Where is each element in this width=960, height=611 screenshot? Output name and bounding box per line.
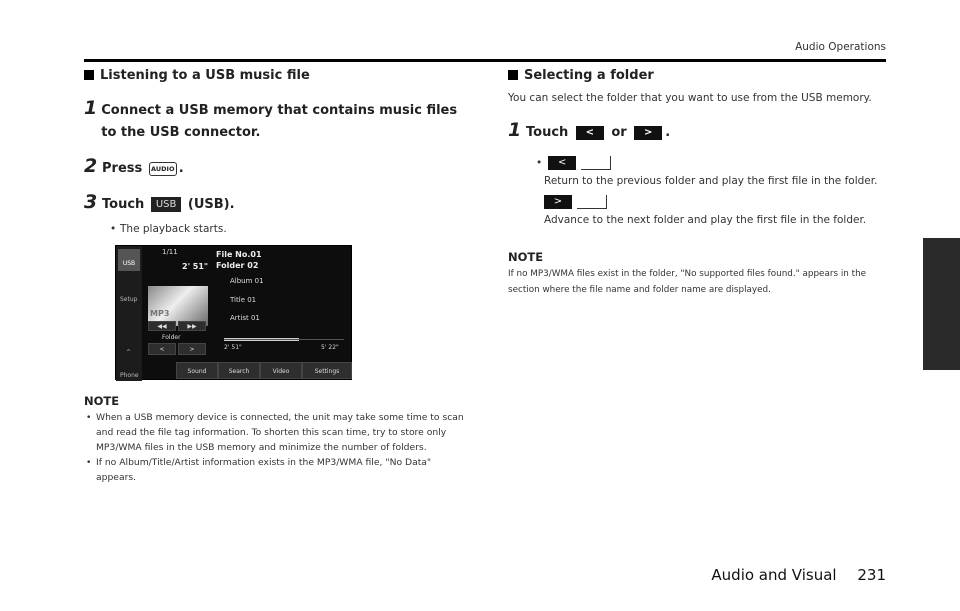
screen-progress-track (224, 339, 344, 340)
prev-folder-desc: Return to the previous folder and play the first file in the folder. (544, 175, 878, 187)
usb-button-icon: USB (151, 197, 182, 212)
intro-text: You can select the folder that you want to use from the USB memory. (508, 92, 872, 104)
note-text: If no MP3/WMA files exist in the folder, "No supported files found." appears in the section where the file name and folder name are displayed. (508, 269, 867, 295)
step-text-before: Touch (102, 197, 145, 212)
section-heading-text: Listening to a USB music file (100, 67, 310, 83)
note-item: • When a USB memory device is connected, the unit may take some time to scan and read the file tag information. To shorten this scan time, try to store only MP3/WMA files in the USB memory and minimize the number of folders. (84, 410, 474, 455)
step-text-after: . (665, 125, 671, 140)
screen-album: Album 01 (230, 277, 264, 285)
note-title: NOTE (508, 250, 544, 264)
screen-track-no: 1/11 (162, 248, 178, 256)
step-text-before: Press (102, 161, 143, 176)
step-number: 3 (84, 191, 98, 213)
screen-mp3-label: MP3 (150, 309, 170, 318)
step-2 (84, 156, 474, 180)
section-heading-folder (508, 66, 888, 84)
next-folder-desc: Advance to the next folder and play the first file in the folder. (544, 214, 867, 226)
screen-prev-folder-button: < (148, 343, 176, 355)
section-heading-text: Selecting a folder (524, 67, 654, 83)
audio-key-icon: AUDIO (149, 162, 177, 176)
prev-folder-icon: < (548, 156, 576, 170)
screen-sound-button: Sound (176, 362, 218, 379)
prev-folder-row (536, 156, 888, 170)
page-number: 231 (857, 566, 886, 584)
screen-setup-label: Setup (120, 296, 138, 303)
screen-folder-label: Folder (162, 334, 181, 341)
screen-album-art (148, 286, 208, 326)
playback-bullet: • The playback starts. (110, 222, 474, 237)
step-text (526, 120, 670, 144)
screen-time-start: 2' 51" (224, 344, 242, 351)
step-text (102, 156, 184, 180)
note-item: • If no Album/Title/Artist information exists in the MP3/WMA file, "No Data" appears. (84, 455, 474, 485)
next-folder-icon: > (634, 126, 662, 140)
next-folder-icon: > (544, 195, 572, 209)
footer-section: Audio and Visual (711, 566, 837, 584)
step-number: 2 (84, 155, 98, 177)
cursor-marker (577, 195, 607, 209)
screen-next-folder-button: > (178, 343, 206, 355)
section-heading-usb (84, 66, 474, 84)
screen-elapsed-big: 2' 51" (182, 262, 209, 271)
step-text-after: . (178, 161, 184, 176)
screen-search-button: Search (218, 362, 260, 379)
screen-file-name: File No.01 (216, 250, 262, 259)
screen-artist: Artist 01 (230, 314, 260, 322)
screen-settings-button: Settings (302, 362, 352, 379)
screen-rew-button: ◀◀ (148, 321, 176, 331)
step-number: 1 (84, 97, 98, 119)
step-text-before: Touch (526, 125, 569, 140)
screen-ff-button: ▶▶ (178, 321, 206, 331)
step-number: 1 (508, 119, 522, 141)
step-text (102, 192, 235, 216)
square-bullet-icon (84, 70, 94, 80)
page-footer (711, 566, 886, 584)
header-rule (84, 59, 886, 62)
step-3 (84, 192, 474, 216)
bullet-dot: • (536, 157, 543, 169)
page-header-title: Audio Operations (795, 41, 886, 53)
screen-folder-name: Folder 02 (216, 261, 259, 270)
step-text-after: (USB). (187, 197, 235, 212)
screen-title: Title 01 (230, 296, 257, 304)
step-text: Connect a USB memory that contains music files to the USB connector. (101, 103, 458, 140)
screen-video-button: Video (260, 362, 302, 379)
screen-time-end: 5' 22" (321, 344, 339, 351)
usb-playback-screenshot (115, 245, 352, 380)
screen-phone-label: Phone (120, 372, 139, 379)
left-column (84, 66, 474, 485)
next-folder-row (544, 195, 888, 209)
step-1 (84, 98, 474, 144)
prev-folder-icon: < (576, 126, 604, 140)
cursor-marker (581, 156, 611, 170)
screen-usb-tab: USB (118, 249, 140, 271)
note-title: NOTE (84, 394, 120, 408)
chapter-side-tab (923, 238, 960, 370)
square-bullet-icon (508, 70, 518, 80)
step-text-or: or (611, 125, 627, 140)
right-column (508, 66, 888, 298)
folder-button-descriptions (536, 156, 888, 228)
screen-up-arrow: ^ (126, 349, 132, 356)
step-1 (508, 120, 888, 144)
